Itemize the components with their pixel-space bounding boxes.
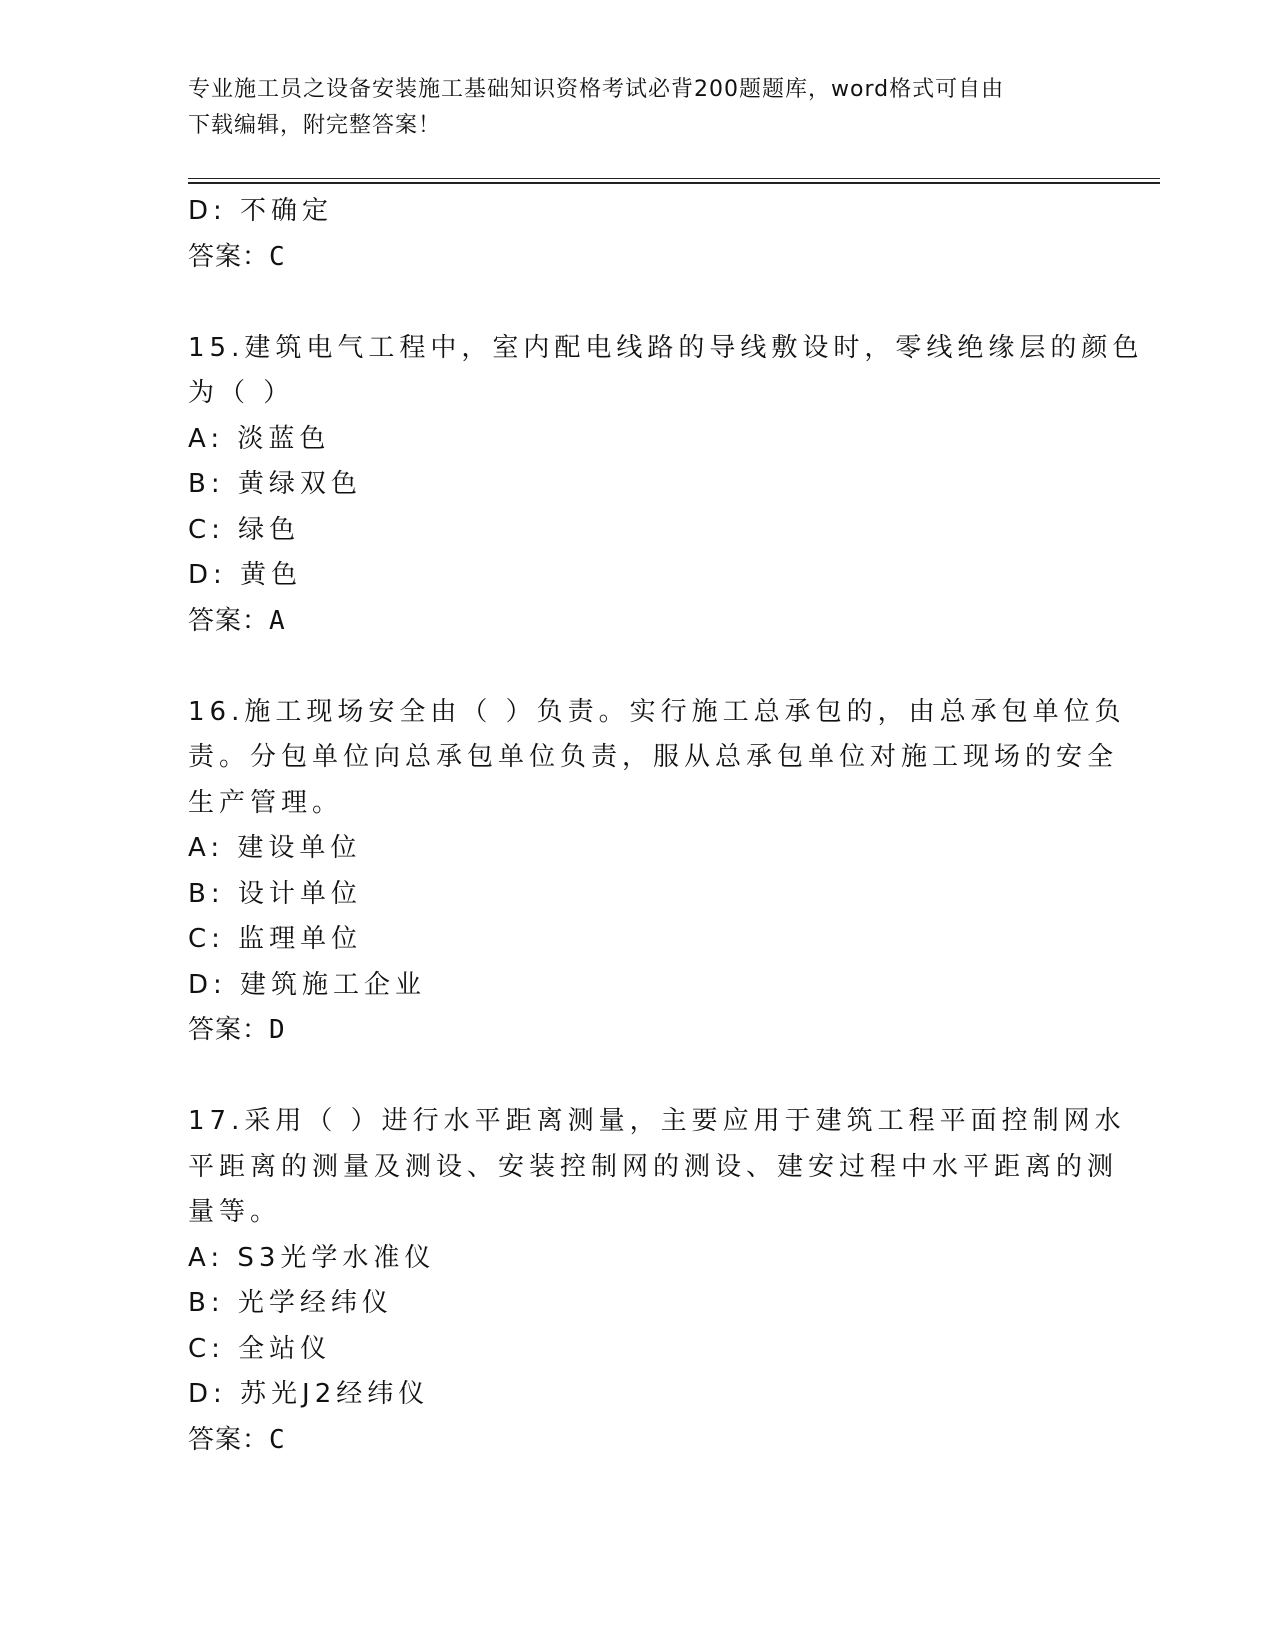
- option-c: C: 监理单位: [188, 924, 363, 954]
- option-d: D: 建筑施工企业: [188, 969, 427, 1000]
- option-d: D: 苏光J2经纬仪: [188, 1379, 430, 1409]
- spacer: [188, 1054, 1088, 1100]
- question-17: [188, 1099, 1126, 1463]
- spacer: [188, 644, 1088, 690]
- question-content: [188, 189, 1144, 1463]
- question-stem-line: 为（ ）: [188, 378, 295, 408]
- question-stem-line: 量等。: [188, 1197, 282, 1227]
- option-b: B: 光学经纬仪: [188, 1288, 393, 1318]
- question-stem-line: 17.采用（ ）进行水平距离测量，主要应用于建筑工程平面控制网水: [188, 1106, 1126, 1136]
- question-stem-line: 平距离的测量及测设、安装控制网的测设、建安过程中水平距离的测: [188, 1151, 1119, 1182]
- header-divider-thick: [188, 182, 1160, 184]
- option-a: A: 建设单位: [188, 833, 362, 863]
- option-a: A: S3光学水准仪: [188, 1242, 436, 1273]
- spacer: [188, 280, 1088, 326]
- document-header: [188, 72, 1068, 144]
- carryover-answer: 答案：C: [188, 241, 286, 272]
- option-b: B: 设计单位: [188, 878, 362, 909]
- answer: 答案：D: [188, 1015, 286, 1045]
- question-stem-line: 责。分包单位向总承包单位负责，服从总承包单位对施工现场的安全: [188, 742, 1119, 772]
- question-stem-line: 生产管理。: [188, 787, 344, 818]
- answer: 答案：C: [188, 1424, 286, 1455]
- option-a: A: 淡蓝色: [188, 423, 331, 454]
- carryover-option-d: D: 不确定: [188, 196, 334, 226]
- option-c: C: 全站仪: [188, 1333, 332, 1364]
- question-16: [188, 690, 1126, 1054]
- header-line-2: 下载编辑，附完整答案！: [188, 113, 442, 138]
- question-stem-line: 15.建筑电气工程中，室内配电线路的导线敷设时，零线绝缘层的颜色: [188, 332, 1144, 363]
- option-c: C: 绿色: [188, 514, 301, 545]
- question-stem-line: 16.施工现场安全由（ ）负责。实行施工总承包的，由总承包单位负: [188, 696, 1126, 727]
- answer: 答案：A: [188, 605, 286, 636]
- option-d: D: 黄色: [188, 560, 303, 590]
- header-divider: [188, 178, 1160, 179]
- option-b: B: 黄绿双色: [188, 469, 362, 499]
- question-15: [188, 326, 1144, 645]
- header-line-1: 专业施工员之设备安装施工基础知识资格考试必背200题题库，word格式可自由: [188, 77, 1005, 102]
